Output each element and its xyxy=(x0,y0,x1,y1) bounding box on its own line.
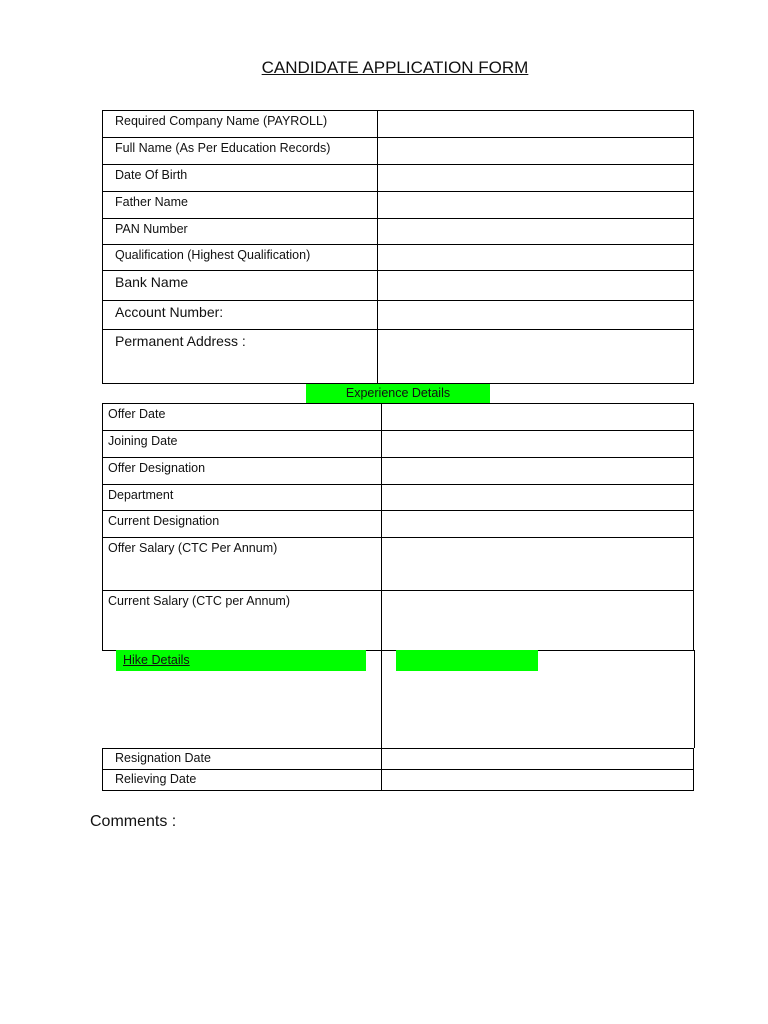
date-of-birth-field[interactable] xyxy=(378,165,694,192)
table-row xyxy=(103,165,694,192)
field-label: Current Salary (CTC per Annum) xyxy=(103,591,382,651)
experience-details-table xyxy=(102,403,694,651)
relieving-date-field[interactable] xyxy=(382,770,694,791)
field-label: Permanent Address : xyxy=(103,330,378,384)
hike-details-section xyxy=(102,650,695,748)
company-name-field[interactable] xyxy=(378,111,694,138)
field-label: PAN Number xyxy=(103,219,378,245)
field-label: Relieving Date xyxy=(103,770,382,791)
table-row xyxy=(103,219,694,245)
table-row xyxy=(103,538,694,591)
field-label: Current Designation xyxy=(103,511,382,538)
offer-date-field[interactable] xyxy=(382,404,694,431)
table-row xyxy=(103,485,694,511)
table-row xyxy=(103,330,694,384)
field-label: Father Name xyxy=(103,192,378,219)
right-border xyxy=(694,650,695,748)
field-label: Department xyxy=(103,485,382,511)
qualification-field[interactable] xyxy=(378,245,694,271)
field-label: Bank Name xyxy=(103,271,378,301)
personal-details-table xyxy=(102,110,694,384)
father-name-field[interactable] xyxy=(378,192,694,219)
permanent-address-field[interactable] xyxy=(378,330,694,384)
field-label: Required Company Name (PAYROLL) xyxy=(103,111,378,138)
offer-designation-field[interactable] xyxy=(382,458,694,485)
exit-details-table xyxy=(102,748,694,791)
field-label: Offer Designation xyxy=(103,458,382,485)
field-label: Joining Date xyxy=(103,431,382,458)
table-row xyxy=(103,591,694,651)
table-row xyxy=(103,770,694,791)
table-row xyxy=(103,458,694,485)
current-salary-field[interactable] xyxy=(382,591,694,651)
table-row xyxy=(103,404,694,431)
table-row xyxy=(103,192,694,219)
resignation-date-field[interactable] xyxy=(382,749,694,770)
field-label: Account Number: xyxy=(103,301,378,330)
bank-name-field[interactable] xyxy=(378,271,694,301)
table-row xyxy=(103,271,694,301)
account-number-field[interactable] xyxy=(378,301,694,330)
pan-number-field[interactable] xyxy=(378,219,694,245)
field-label: Full Name (As Per Education Records) xyxy=(103,138,378,165)
offer-salary-field[interactable] xyxy=(382,538,694,591)
field-label: Offer Salary (CTC Per Annum) xyxy=(103,538,382,591)
hike-details-heading: Hike Details xyxy=(116,650,366,671)
department-field[interactable] xyxy=(382,485,694,511)
table-row xyxy=(103,111,694,138)
experience-details-heading: Experience Details xyxy=(306,384,490,403)
comments-label: Comments : xyxy=(90,813,177,830)
current-designation-field[interactable] xyxy=(382,511,694,538)
field-label: Resignation Date xyxy=(103,749,382,770)
table-row xyxy=(103,749,694,770)
column-divider xyxy=(381,650,382,748)
table-row xyxy=(103,138,694,165)
joining-date-field[interactable] xyxy=(382,431,694,458)
table-row xyxy=(103,245,694,271)
field-label: Offer Date xyxy=(103,404,382,431)
form-title: CANDIDATE APPLICATION FORM xyxy=(261,58,529,77)
table-row xyxy=(103,301,694,330)
table-row xyxy=(103,431,694,458)
full-name-field[interactable] xyxy=(378,138,694,165)
hike-details-field[interactable] xyxy=(396,650,538,671)
table-row xyxy=(103,511,694,538)
field-label: Date Of Birth xyxy=(103,165,378,192)
field-label: Qualification (Highest Qualification) xyxy=(103,245,378,271)
